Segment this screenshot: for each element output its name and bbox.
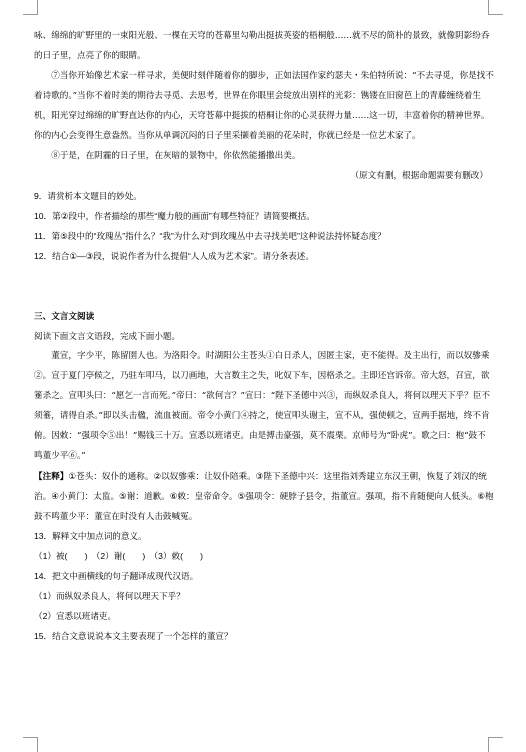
question-13-items: （1）被( ) （2）谢( ) （3）敕( ) <box>34 551 204 561</box>
crop-mark-top-left <box>23 0 38 15</box>
annotation-block <box>34 466 494 526</box>
source-note: （原文有删，根据命题需要有删改） <box>350 171 488 181</box>
annotation-text: ①苍头：奴仆的通称。②以奴骖乘：让奴仆陪乘。③陛下圣德中兴：这里指刘秀建立东汉王朝，恢复了刘汉的统治。④小黄门：太监。⑤谢：道歉。⑥敕：皇帝命令。⑤强项令：硬脖子县令，指董宣。强项，指不肯随便向人低头。⑥枹鼓不鸣董少平：董宣在时没有人击鼓喊冤。 <box>34 471 494 521</box>
crop-mark-bottom-left <box>23 737 38 752</box>
question-9: 9．请赏析本文题目的妙处。 <box>34 191 142 201</box>
classical-text: 董宣，字少平，陈留圉人也。为洛阳令。时湖阳公主苍头①白日杀人，因匿主家，吏不能得。及主出行，而以奴骖乘②。宣于夏门亭候之，乃驻车叩马，以刀画地，大言数主之失，叱奴下车，因格杀之。主即还宫诉帝。帝大怒，召宣，欲箠杀之。宣叩头曰：“愿乞一言而死。”帝曰：“欲何言？”宣曰：“陛下圣德中兴③，而纵奴杀良人，将何以理天下乎？臣不须箠，请得自杀。”即以头击楹，流血被面。帝令小黄门④持之，使宣叩头谢主，宣不从，强使顿之，宣两手据地，终不肯俯。因敕：“强项令⑤出！”赐钱三十万。宣悉以班诸吏。由是搏击豪强，莫不震栗。京师号为“卧虎”。歌之曰：枹“鼓不鸣董少平⑥。” <box>34 351 490 461</box>
section-3-title: 三、文言文阅读 <box>34 311 95 321</box>
passage-paragraph-8: ⑧于是，在阴霾的日子里，在灰暗的景物中，你依然能播撒出美。 <box>51 151 301 161</box>
crop-mark-top-right <box>488 0 503 15</box>
question-14: 14．把文中画横线的句子翻译成现代汉语。 <box>34 571 199 581</box>
question-12: 12．结合①—③段，说说作者为什么提倡“人人成为艺术家”。请分条表述。 <box>34 251 314 261</box>
question-15: 15．结合文意说说本文主要表现了一个怎样的董宣？ <box>34 631 233 641</box>
question-14-sentence-2: （2）宣悉以班诸吏。 <box>34 611 117 621</box>
crop-mark-bottom-right <box>488 737 503 752</box>
passage-paragraph-1: 咏、绵绵的旷野里的一束阳光般、一棵在天穹的苍幕里勾勒出挺拔英姿的梧桐般……就不尽的简朴的景致，就像阴影纷呑的日子里，点亮了你的眼睛。 <box>34 31 490 61</box>
question-11: 11．第⑤段中的“玫瑰丛”指什么？“我”为什么对“到玫瑰丛中去寻找美吧”这种说法持怀疑态度？ <box>34 231 386 241</box>
annotation-label: 【注释】 <box>34 471 69 481</box>
page-content <box>34 26 494 646</box>
question-10: 10．第②段中，作者描绘的那些“魔力般的画面”有哪些特征？请简要概括。 <box>34 211 315 221</box>
question-13: 13．解释文中加点词的意义。 <box>34 531 147 541</box>
question-14-sentence-1: （1）而纵奴杀良人，将何以理天下乎？ <box>34 591 185 601</box>
passage-paragraph-7: ⑦当你开始像艺术家一样寻求，美便时刻伴随着你的脚步，正如法国作家约瑟夫・朱伯特所说：“不去寻觅，你是找不着诗歌的。”当你不着时美的期待去寻觅、去思考，世界在你眼里会绽放出别样的光彩：镌镂在旧窗芭上的青藤缠绕着生机，阳光穿过绵绵的旷野直达你的内心，天穹苍幕中挺拔的梧桐让你的心灵获得力量……这一切，丰富着你的精神世界。你的内心会变得生意盎然。当你从单调沉闷的日子里采撷着美丽的花朵时，你就已经是一位艺术家了。 <box>34 71 494 141</box>
section-3-instruction: 阅读下面文言文语段，完成下面小题。 <box>34 331 181 341</box>
